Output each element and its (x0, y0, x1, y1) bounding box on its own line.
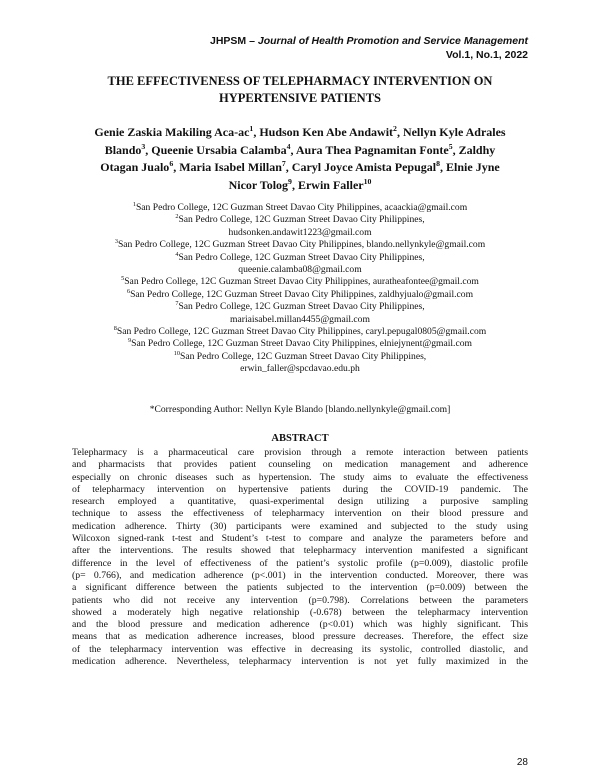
affiliation-text: hudsonken.andawit1223@gmail.com (228, 226, 372, 238)
abstract-line: especially on chronic diseases such as hypertension. The study aims to evaluate the effectiveness (72, 471, 528, 483)
author-affiliation-mark: 10 (363, 176, 372, 186)
abstract-line: means that as medication adherence increases, blood pressure decreases. Therefore, the effect size (72, 631, 528, 643)
affiliation-mark: 8 (113, 324, 117, 332)
affiliation-text: San Pedro College, 12C Guzman Street Davao City Philippines, (180, 350, 427, 362)
author-name: Nellyn Kyle Adrales Blando (104, 125, 506, 157)
author-separator: , (173, 160, 180, 174)
affiliation-text: San Pedro College, 12C Guzman Street Davao City Philippines, (178, 301, 425, 313)
author-separator: , (285, 160, 292, 174)
abstract-line: difference in the level of effectiveness of the patient’s systolic profile (p=0.009), diastolic profile (72, 557, 528, 569)
affiliation-line (60, 338, 540, 350)
affiliation-mark: 6 (126, 287, 131, 295)
affiliation-text: San Pedro College, 12C Guzman Street Davao City Philippines, (178, 214, 425, 226)
abstract-heading: ABSTRACT (271, 433, 329, 444)
author-affiliation-mark: 8 (436, 159, 441, 168)
author-affiliation-mark: 9 (288, 176, 292, 186)
affiliation-mark: 9 (128, 337, 132, 345)
affiliation-text: San Pedro College, 12C Guzman Street Davao City Philippines, acaackia@gmail.com (135, 202, 468, 213)
affiliation-line (60, 289, 540, 301)
journal-title-line (210, 34, 528, 48)
affiliation-mark: 2 (175, 213, 179, 221)
abstract-line: and pharmacists that provides patient counseling on medication management and adherence (72, 459, 528, 471)
title-line-2: HYPERTENSIVE PATIENTS (219, 91, 381, 105)
affiliation-text: San Pedro College, 12C Guzman Street Davao City Philippines, elniejynent@gmail.com (131, 338, 472, 350)
affiliation-line (60, 227, 540, 239)
abstract-line: showed a moderately high negative relationship (-0.678) between the telepharmacy intervention (72, 606, 528, 618)
affiliation-line (60, 326, 540, 338)
author-name: Maria Isabel Millan (179, 160, 282, 174)
author-affiliation-mark: 7 (281, 159, 286, 168)
affiliation-mark: 5 (121, 275, 125, 283)
affiliation-mark: 3 (114, 238, 118, 246)
abstract-line: and the blood pressure and medication adherence (p<0.01) which was highly significant. This (72, 619, 528, 631)
affiliation-text: San Pedro College, 12C Guzman Street Davao City Philippines, auratheafontee@gmail.com (124, 276, 479, 288)
author-separator: , (291, 177, 298, 192)
affiliation-text: San Pedro College, 12C Guzman Street Davao City Philippines, caryl.pepugal0805@gmail.com (116, 326, 487, 338)
author-separator: , (253, 125, 260, 139)
affiliation-mark: 4 (175, 250, 179, 258)
affiliation-line (60, 202, 540, 214)
abstract-line: (p= 0.766), and medication adherence (p<.001) in the intervention conducted. Moreover, there was (72, 569, 528, 581)
affiliation-line (60, 314, 540, 326)
affiliation-mark: 10 (173, 349, 180, 357)
affiliation-line (60, 363, 540, 375)
affiliation-line (60, 351, 540, 363)
journal-header (210, 34, 528, 62)
author-separator: , (452, 142, 459, 157)
author-name: Erwin Faller (297, 177, 364, 192)
author-list (90, 124, 510, 194)
author-name: Queenie Ursabia Calamba (151, 142, 287, 157)
affiliation-line (60, 301, 540, 313)
author-name: Hudson Ken Abe Andawit (259, 125, 394, 139)
journal-abbreviation: JHPSM – (210, 35, 255, 47)
author-name: Genie Zaskia Makiling Aca-ac (94, 125, 250, 139)
author-name: Caryl Joyce Amista Pepugal (291, 160, 437, 174)
abstract-line: technique to assess the effectiveness of telepharmacy intervention on their blood pressure and (72, 508, 528, 520)
abstract-line: a significant difference between the patients subjected to the intervention (p=0.009) between the (72, 582, 528, 594)
affiliation-text: San Pedro College, 12C Guzman Street Davao City Philippines, (178, 251, 425, 263)
affiliation-mark: 7 (175, 300, 179, 308)
affiliation-line (60, 264, 540, 276)
author-affiliation-mark: 6 (169, 159, 174, 168)
author-affiliation-mark: 2 (393, 124, 397, 133)
abstract-line: after the interventions. The results showed that telepharmacy intervention manifested a significant (72, 545, 528, 557)
author-separator: , (396, 125, 403, 139)
affiliation-text: mariaisabel.millan4455@gmail.com (230, 313, 370, 325)
author-name: Zaldhy Otagan Jualo (100, 142, 496, 174)
abstract-line: of the telepharmacy intervention was effective in decreasing its systolic, controlled diastolic, and (72, 643, 528, 655)
author-affiliation-mark: 1 (249, 124, 254, 133)
affiliation-text: erwin_faller@spcdavao.edu.ph (240, 363, 360, 375)
author-affiliation-mark: 3 (141, 141, 146, 151)
abstract-line: medication adherence. Thirty (30) participants were examined and subjected to the study using (72, 520, 528, 532)
abstract-body (72, 447, 528, 668)
abstract-line: medication adherence. Nevertheless, telepharmacy intervention is not yet fully maximized in the (72, 656, 528, 668)
title-line-1: THE EFFECTIVENESS OF TELEPHARMACY INTERVENTION ON (107, 74, 493, 88)
affiliation-line (60, 214, 540, 226)
affiliation-mark: 1 (132, 200, 136, 208)
abstract-line: research employed a quantitative, quasi-experimental design utilizing a purposive sampling (72, 496, 528, 508)
journal-name: Journal of Health Promotion and Service Management (257, 35, 528, 47)
affiliation-line (60, 252, 540, 264)
abstract-line: Wilcoxon signed-rank t-test and Student’s t-test to compare and analyze the parameters before and (72, 533, 528, 545)
affiliation-list (60, 202, 540, 376)
affiliation-text: queenie.calamba08@gmail.com (238, 264, 362, 276)
abstract-line: Telepharmacy is a pharmaceutical care provision through a remote interaction between patients (72, 447, 528, 458)
author-separator: , (440, 160, 447, 174)
author-affiliation-mark: 5 (448, 141, 453, 151)
abstract-line: patients who did not receive any intervention (p=0.798). Correlations between the parameters (72, 594, 528, 606)
affiliation-line (60, 276, 540, 288)
affiliation-text: San Pedro College, 12C Guzman Street Davao City Philippines, blando.nellynkyle@gmail.com (117, 239, 486, 251)
abstract-line: of telepharmacy intervention on hypertensive patients during the COVID-19 pandemic. The (72, 483, 528, 495)
author-name: Elnie Jyne Nicor Tolog (228, 160, 500, 192)
corresponding-author: *Corresponding Author: Nellyn Kyle Blando [blando.nellynkyle@gmail.com] (149, 404, 451, 415)
affiliation-text: San Pedro College, 12C Guzman Street Davao City Philippines, zaldhyjualo@gmail.com (130, 288, 474, 300)
author-affiliation-mark: 4 (286, 141, 291, 151)
affiliation-line (60, 239, 540, 251)
page-number: 28 (516, 757, 528, 768)
volume-issue: Vol.1, No.1, 2022 (445, 49, 528, 61)
author-separator: , (290, 142, 296, 157)
author-name: Aura Thea Pagnamitan Fonte (295, 142, 449, 157)
paper-title (72, 73, 528, 107)
author-separator: , (145, 142, 152, 157)
